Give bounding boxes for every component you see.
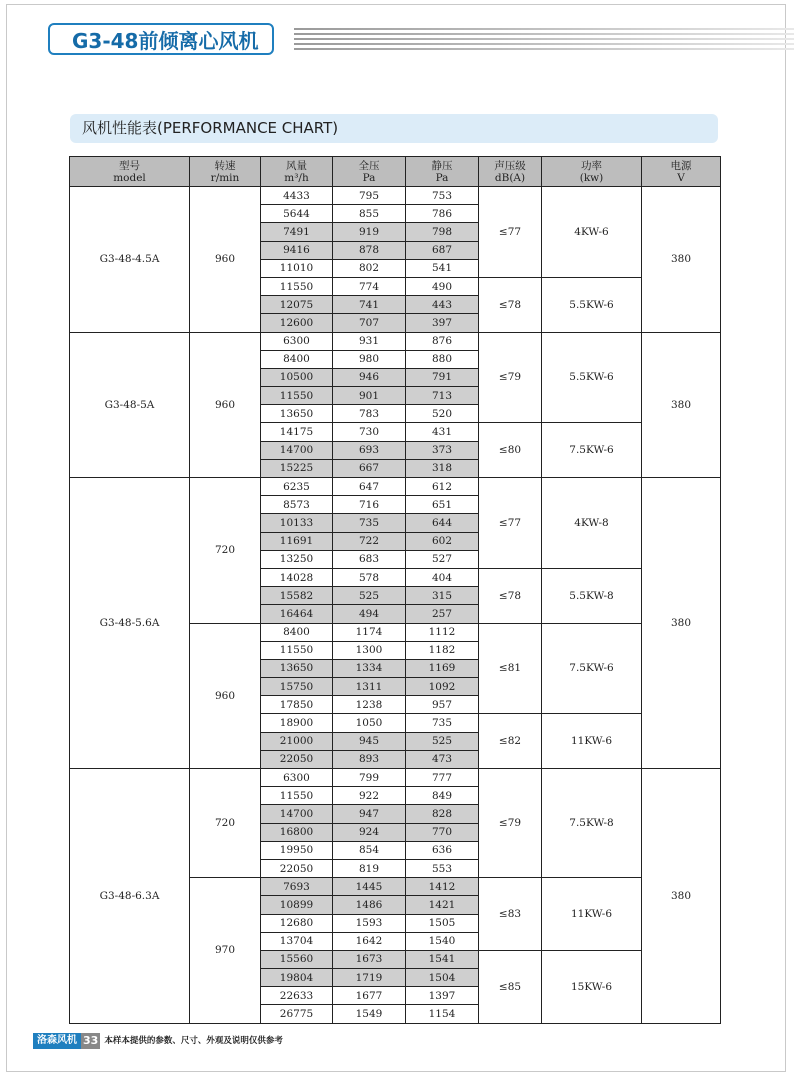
column-header (261, 157, 333, 187)
column-header (642, 157, 721, 187)
static-pressure-cell: 1182 (406, 641, 479, 659)
airflow-cell: 8573 (261, 496, 333, 514)
total-pressure-cell: 924 (333, 823, 406, 841)
total-pressure-cell: 795 (333, 187, 406, 205)
static-pressure-cell: 876 (406, 332, 479, 350)
footer-note: 本样本提供的参数、尺寸、外观及说明仅供参考 (104, 1036, 283, 1046)
total-pressure-cell: 931 (333, 332, 406, 350)
static-pressure-cell: 849 (406, 787, 479, 805)
airflow-cell: 13650 (261, 659, 333, 677)
airflow-cell: 16464 (261, 605, 333, 623)
airflow-cell: 17850 (261, 696, 333, 714)
static-pressure-cell: 443 (406, 296, 479, 314)
total-pressure-cell: 1677 (333, 987, 406, 1005)
airflow-cell: 7693 (261, 878, 333, 896)
power-cell: 7.5KW-6 (542, 423, 642, 478)
static-pressure-cell: 1397 (406, 987, 479, 1005)
sound-level-cell: ≤77 (479, 478, 542, 569)
airflow-cell: 15582 (261, 587, 333, 605)
airflow-cell: 5644 (261, 205, 333, 223)
static-pressure-cell: 520 (406, 405, 479, 423)
total-pressure-cell: 1238 (333, 696, 406, 714)
total-pressure-cell: 1300 (333, 641, 406, 659)
static-pressure-cell: 651 (406, 496, 479, 514)
total-pressure-cell: 799 (333, 769, 406, 787)
airflow-cell: 11550 (261, 787, 333, 805)
total-pressure-cell: 1486 (333, 896, 406, 914)
total-pressure-cell: 947 (333, 805, 406, 823)
static-pressure-cell: 687 (406, 241, 479, 259)
sound-level-cell: ≤79 (479, 332, 542, 423)
sound-level-cell: ≤78 (479, 277, 542, 332)
column-header-unit: r/min (210, 171, 240, 184)
static-pressure-cell: 1540 (406, 932, 479, 950)
total-pressure-cell: 819 (333, 859, 406, 877)
airflow-cell: 14700 (261, 441, 333, 459)
column-header-unit: m³/h (284, 171, 309, 184)
total-pressure-cell: 707 (333, 314, 406, 332)
column-header (333, 157, 406, 187)
static-pressure-cell: 828 (406, 805, 479, 823)
airflow-cell: 22050 (261, 859, 333, 877)
static-pressure-cell: 1505 (406, 914, 479, 932)
airflow-cell: 10133 (261, 514, 333, 532)
speed-cell: 960 (190, 332, 261, 478)
airflow-cell: 15560 (261, 950, 333, 968)
sound-level-cell: ≤78 (479, 568, 542, 623)
total-pressure-cell: 893 (333, 750, 406, 768)
static-pressure-cell: 1169 (406, 659, 479, 677)
total-pressure-cell: 1445 (333, 878, 406, 896)
voltage-cell: 380 (642, 478, 721, 769)
sound-level-cell: ≤80 (479, 423, 542, 478)
total-pressure-cell: 783 (333, 405, 406, 423)
performance-table (69, 156, 721, 1024)
total-pressure-cell: 1334 (333, 659, 406, 677)
model-cell: G3-48-4.5A (70, 187, 190, 333)
static-pressure-cell: 791 (406, 368, 479, 386)
static-pressure-cell: 315 (406, 587, 479, 605)
total-pressure-cell: 980 (333, 350, 406, 368)
airflow-cell: 9416 (261, 241, 333, 259)
airflow-cell: 11010 (261, 259, 333, 277)
total-pressure-cell: 647 (333, 478, 406, 496)
column-header-unit: Pa (435, 171, 449, 184)
static-pressure-cell: 431 (406, 423, 479, 441)
airflow-cell: 10500 (261, 368, 333, 386)
page-header (48, 18, 788, 62)
static-pressure-cell: 1541 (406, 950, 479, 968)
airflow-cell: 14700 (261, 805, 333, 823)
static-pressure-cell: 527 (406, 550, 479, 568)
static-pressure-cell: 612 (406, 478, 479, 496)
airflow-cell: 4433 (261, 187, 333, 205)
static-pressure-cell: 636 (406, 841, 479, 859)
power-cell: 7.5KW-8 (542, 769, 642, 878)
airflow-cell: 12075 (261, 296, 333, 314)
model-cell: G3-48-5.6A (70, 478, 190, 769)
static-pressure-cell: 1421 (406, 896, 479, 914)
column-header-cn: 风量 (286, 159, 307, 172)
total-pressure-cell: 1642 (333, 932, 406, 950)
airflow-cell: 19950 (261, 841, 333, 859)
total-pressure-cell: 494 (333, 605, 406, 623)
section-title: 风机性能表(PERFORMANCE CHART) (70, 114, 718, 143)
airflow-cell: 15750 (261, 678, 333, 696)
column-header-cn: 功率 (581, 159, 602, 172)
static-pressure-cell: 777 (406, 769, 479, 787)
column-header-unit: Pa (362, 171, 376, 184)
static-pressure-cell: 1412 (406, 878, 479, 896)
power-cell: 11KW-6 (542, 878, 642, 951)
table-row (70, 187, 721, 205)
page-number: 33 (83, 1034, 99, 1047)
total-pressure-cell: 1593 (333, 914, 406, 932)
power-cell: 11KW-6 (542, 714, 642, 769)
total-pressure-cell: 854 (333, 841, 406, 859)
voltage-cell: 380 (642, 332, 721, 478)
power-cell: 5.5KW-6 (542, 332, 642, 423)
airflow-cell: 22050 (261, 750, 333, 768)
model-cell: G3-48-6.3A (70, 769, 190, 1024)
static-pressure-cell: 713 (406, 387, 479, 405)
voltage-cell: 380 (642, 769, 721, 1024)
static-pressure-cell: 1504 (406, 969, 479, 987)
airflow-cell: 11550 (261, 387, 333, 405)
airflow-cell: 18900 (261, 714, 333, 732)
total-pressure-cell: 722 (333, 532, 406, 550)
total-pressure-cell: 741 (333, 296, 406, 314)
total-pressure-cell: 716 (333, 496, 406, 514)
total-pressure-cell: 525 (333, 587, 406, 605)
column-header (406, 157, 479, 187)
airflow-cell: 6300 (261, 332, 333, 350)
airflow-cell: 12600 (261, 314, 333, 332)
airflow-cell: 11550 (261, 641, 333, 659)
column-header (479, 157, 542, 187)
airflow-cell: 26775 (261, 1005, 333, 1023)
static-pressure-cell: 373 (406, 441, 479, 459)
total-pressure-cell: 774 (333, 277, 406, 295)
column-header (70, 157, 190, 187)
model-cell: G3-48-5A (70, 332, 190, 478)
total-pressure-cell: 945 (333, 732, 406, 750)
airflow-cell: 16800 (261, 823, 333, 841)
total-pressure-cell: 901 (333, 387, 406, 405)
speed-cell: 720 (190, 769, 261, 878)
table-row (70, 478, 721, 496)
power-cell: 4KW-6 (542, 187, 642, 278)
speed-cell: 720 (190, 478, 261, 624)
total-pressure-cell: 919 (333, 223, 406, 241)
speed-cell: 960 (190, 187, 261, 333)
title-decoration (294, 26, 794, 52)
column-header-unit: model (113, 171, 146, 184)
airflow-cell: 14028 (261, 568, 333, 586)
power-cell: 4KW-8 (542, 478, 642, 569)
static-pressure-cell: 397 (406, 314, 479, 332)
static-pressure-cell: 553 (406, 859, 479, 877)
airflow-cell: 7491 (261, 223, 333, 241)
total-pressure-cell: 1719 (333, 969, 406, 987)
airflow-cell: 11691 (261, 532, 333, 550)
static-pressure-cell: 404 (406, 568, 479, 586)
power-cell: 5.5KW-6 (542, 277, 642, 332)
static-pressure-cell: 318 (406, 459, 479, 477)
total-pressure-cell: 667 (333, 459, 406, 477)
table-row (70, 332, 721, 350)
airflow-cell: 6300 (261, 769, 333, 787)
static-pressure-cell: 490 (406, 277, 479, 295)
airflow-cell: 13650 (261, 405, 333, 423)
static-pressure-cell: 770 (406, 823, 479, 841)
total-pressure-cell: 730 (333, 423, 406, 441)
voltage-cell: 380 (642, 187, 721, 333)
airflow-cell: 8400 (261, 350, 333, 368)
total-pressure-cell: 1174 (333, 623, 406, 641)
total-pressure-cell: 922 (333, 787, 406, 805)
airflow-cell: 19804 (261, 969, 333, 987)
table-row (70, 769, 721, 787)
table-header-row (70, 157, 721, 187)
power-cell: 5.5KW-8 (542, 568, 642, 623)
sound-level-cell: ≤82 (479, 714, 542, 769)
static-pressure-cell: 957 (406, 696, 479, 714)
power-cell: 15KW-6 (542, 950, 642, 1023)
total-pressure-cell: 878 (333, 241, 406, 259)
column-header-unit: (kw) (579, 171, 604, 184)
power-cell: 7.5KW-6 (542, 623, 642, 714)
total-pressure-cell: 1311 (333, 678, 406, 696)
column-header-cn: 声压级 (494, 159, 526, 172)
airflow-cell: 13250 (261, 550, 333, 568)
static-pressure-cell: 602 (406, 532, 479, 550)
total-pressure-cell: 946 (333, 368, 406, 386)
airflow-cell: 12680 (261, 914, 333, 932)
airflow-cell: 13704 (261, 932, 333, 950)
total-pressure-cell: 693 (333, 441, 406, 459)
total-pressure-cell: 735 (333, 514, 406, 532)
column-header-cn: 电源 (670, 159, 692, 172)
static-pressure-cell: 1112 (406, 623, 479, 641)
sound-level-cell: ≤79 (479, 769, 542, 878)
table-body (70, 187, 721, 1024)
sound-level-cell: ≤81 (479, 623, 542, 714)
total-pressure-cell: 1549 (333, 1005, 406, 1023)
total-pressure-cell: 1673 (333, 950, 406, 968)
static-pressure-cell: 798 (406, 223, 479, 241)
total-pressure-cell: 683 (333, 550, 406, 568)
speed-cell: 960 (190, 623, 261, 769)
total-pressure-cell: 855 (333, 205, 406, 223)
sound-level-cell: ≤83 (479, 878, 542, 951)
airflow-cell: 15225 (261, 459, 333, 477)
static-pressure-cell: 735 (406, 714, 479, 732)
static-pressure-cell: 1092 (406, 678, 479, 696)
airflow-cell: 11550 (261, 277, 333, 295)
airflow-cell: 14175 (261, 423, 333, 441)
total-pressure-cell: 1050 (333, 714, 406, 732)
static-pressure-cell: 1154 (406, 1005, 479, 1023)
static-pressure-cell: 525 (406, 732, 479, 750)
static-pressure-cell: 541 (406, 259, 479, 277)
total-pressure-cell: 578 (333, 568, 406, 586)
static-pressure-cell: 786 (406, 205, 479, 223)
column-header-cn: 转速 (214, 159, 236, 172)
static-pressure-cell: 257 (406, 605, 479, 623)
airflow-cell: 22633 (261, 987, 333, 1005)
sound-level-cell: ≤77 (479, 187, 542, 278)
static-pressure-cell: 753 (406, 187, 479, 205)
column-header-unit: dB(A) (494, 171, 526, 184)
speed-cell: 970 (190, 878, 261, 1024)
column-header-cn: 全压 (358, 159, 380, 172)
airflow-cell: 8400 (261, 623, 333, 641)
column-header (190, 157, 261, 187)
static-pressure-cell: 473 (406, 750, 479, 768)
column-header-cn: 型号 (119, 159, 140, 172)
airflow-cell: 21000 (261, 732, 333, 750)
total-pressure-cell: 802 (333, 259, 406, 277)
airflow-cell: 6235 (261, 478, 333, 496)
page-footer (33, 1033, 283, 1049)
footer-brand: 洛森风机 (33, 1033, 81, 1049)
column-header-unit: V (677, 171, 685, 184)
airflow-cell: 10899 (261, 896, 333, 914)
page-title: G3-48前倾离心风机 (48, 23, 274, 55)
column-header-cn: 静压 (431, 159, 453, 172)
sound-level-cell: ≤85 (479, 950, 542, 1023)
static-pressure-cell: 880 (406, 350, 479, 368)
static-pressure-cell: 644 (406, 514, 479, 532)
column-header (542, 157, 642, 187)
